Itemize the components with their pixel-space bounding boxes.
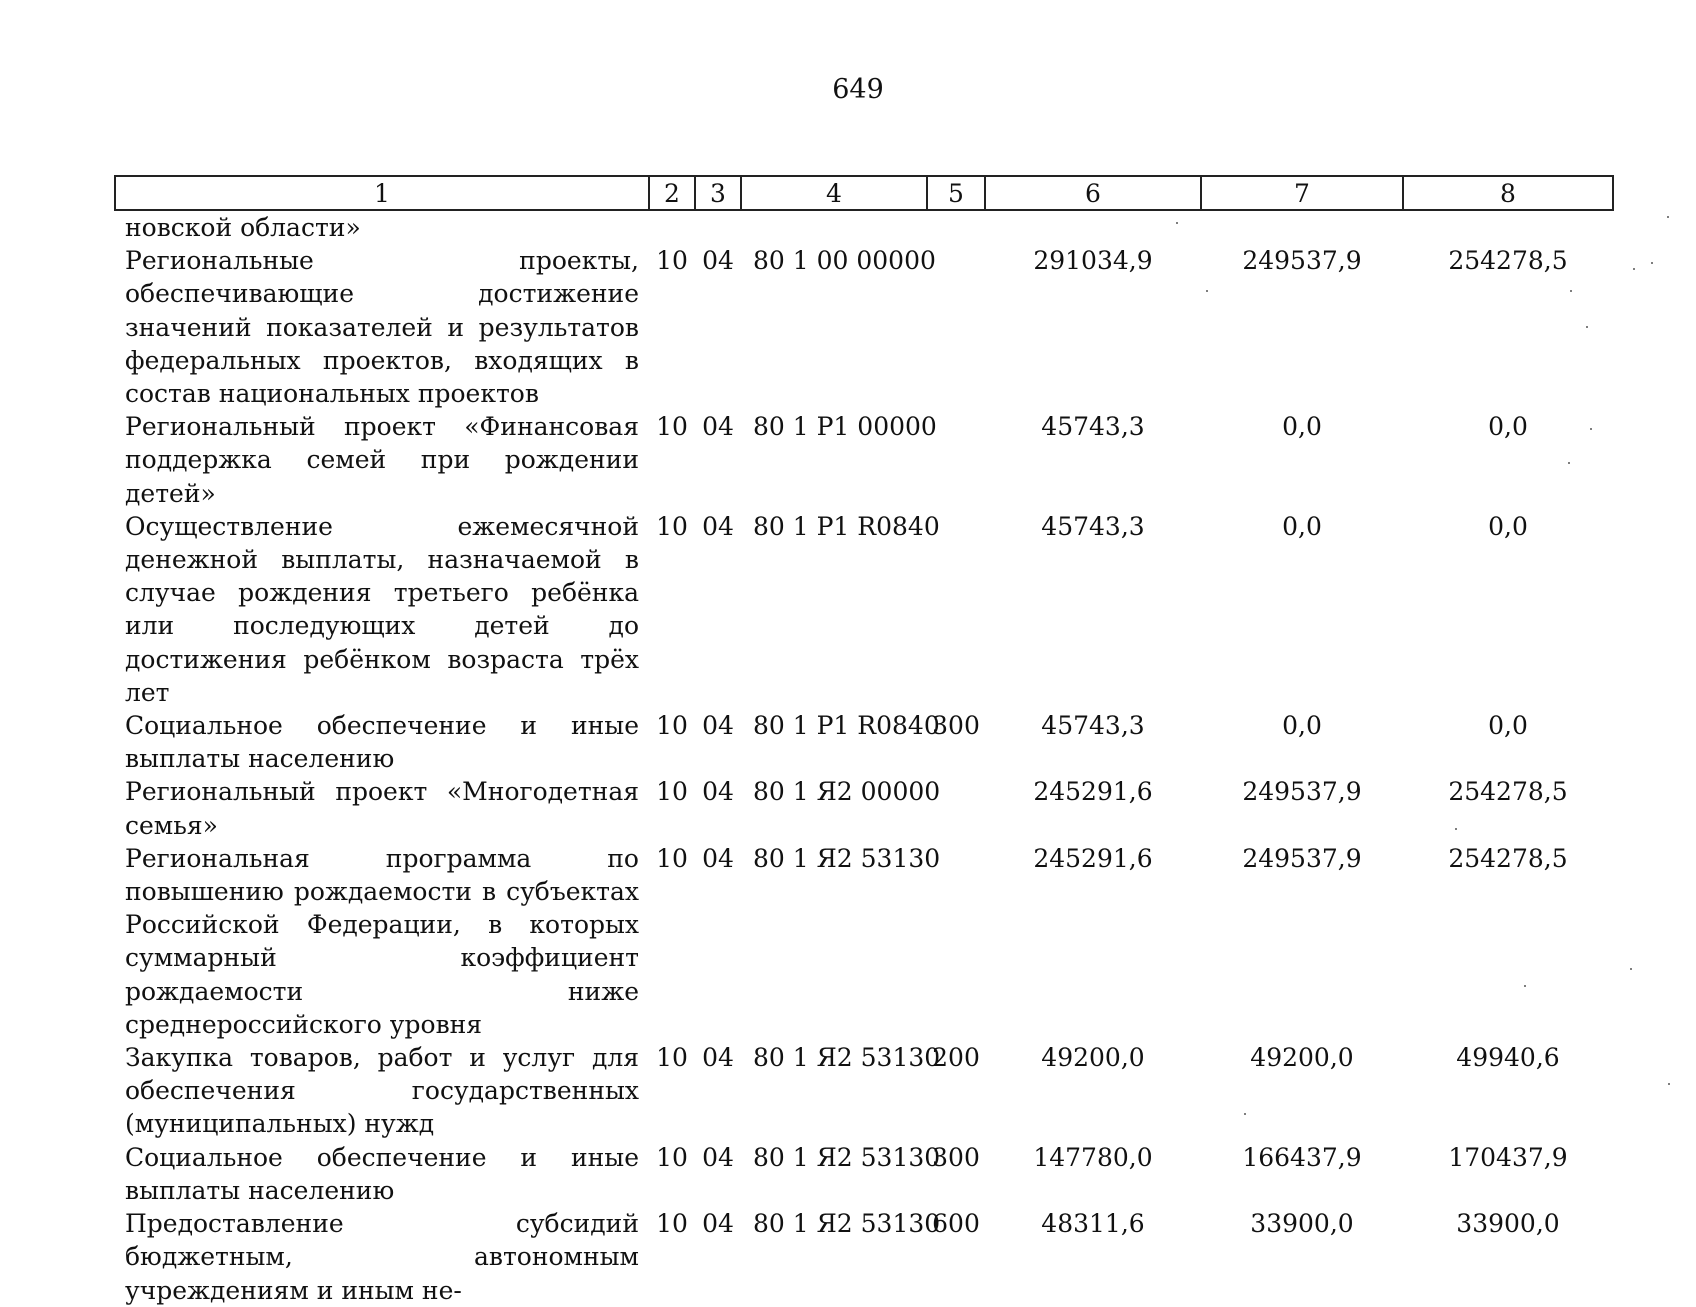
- header-col-3: 3: [695, 176, 741, 210]
- table-row: [115, 410, 1613, 510]
- row-expense-type: 200: [932, 1043, 980, 1073]
- row-target-article: 80 1 Р1 00000: [753, 412, 937, 442]
- row-target-article: 80 1 00 00000: [753, 246, 936, 276]
- row-name: Предоставление субсидий бюджетным, автономным учреждениям и иным не-: [125, 1209, 639, 1305]
- row-name: Социальное обеспечение и иные выплаты населению: [125, 711, 639, 774]
- row-subsection: 04: [702, 511, 734, 541]
- row-amount-6: 45743,3: [1041, 711, 1145, 741]
- scan-speck: [1570, 290, 1572, 292]
- row-expense-type: 300: [932, 1142, 980, 1172]
- row-target-article: 80 1 Я2 53130: [753, 1209, 941, 1239]
- page-number: 649: [832, 74, 884, 105]
- row-name: Региональная программа по повышению рождаемости в субъектах Российской Федерации, в которых суммарный коэффициент рождаемости ниже среднероссийского уровня: [125, 843, 639, 1039]
- row-amount-8: 254278,5: [1448, 246, 1568, 276]
- row-name: Закупка товаров, работ и услуг для обеспечения государственных (муниципальных) нужд: [125, 1043, 639, 1139]
- row-amount-7: 0,0: [1282, 412, 1322, 442]
- row-name: Региональный проект «Финансовая поддержка семей при рождении детей»: [125, 412, 639, 508]
- row-name: Региональный проект «Многодетная семья»: [125, 777, 639, 840]
- row-section: 10: [656, 711, 688, 741]
- row-amount-7: 249537,9: [1242, 246, 1362, 276]
- row-amount-8: 49940,6: [1456, 1043, 1560, 1073]
- row-expense-type: 300: [932, 711, 980, 741]
- header-col-5: 5: [927, 176, 985, 210]
- budget-table: [114, 175, 1614, 1307]
- row-amount-8: 33900,0: [1456, 1209, 1560, 1239]
- row-name: новской области»: [125, 213, 361, 242]
- table-row: [115, 1141, 1613, 1207]
- row-target-article: 80 1 Я2 53130: [753, 1142, 941, 1172]
- row-target-article: [741, 210, 927, 244]
- row-target-article: 80 1 Я2 00000: [753, 777, 941, 807]
- row-section: 10: [656, 412, 688, 442]
- table-row: [115, 775, 1613, 841]
- scan-speck: [1455, 828, 1457, 830]
- row-subsection: 04: [702, 843, 734, 873]
- scan-speck: [1524, 985, 1526, 987]
- header-col-4: 4: [741, 176, 927, 210]
- row-section: 10: [656, 1142, 688, 1172]
- header-row: [115, 176, 1613, 210]
- scan-speck: [1633, 268, 1635, 270]
- row-amount-8: 0,0: [1488, 511, 1528, 541]
- row-subsection: 04: [702, 711, 734, 741]
- row-section: 10: [656, 246, 688, 276]
- row-subsection: 04: [702, 1209, 734, 1239]
- scan-speck: [1176, 222, 1178, 224]
- scan-speck: [1244, 1113, 1246, 1115]
- row-amount-6: 45743,3: [1041, 412, 1145, 442]
- row-name: Региональные проекты, обеспечивающие достижение значений показателей и результатов федеральных проектов, входящих в состав национальных проектов: [125, 246, 639, 409]
- scan-speck: [1568, 462, 1570, 464]
- row-amount-8: 0,0: [1488, 412, 1528, 442]
- scan-speck: [1668, 1083, 1670, 1085]
- row-section: 10: [656, 1209, 688, 1239]
- row-amount-7: 249537,9: [1242, 777, 1362, 807]
- row-amount-7: [1201, 210, 1403, 244]
- scan-speck: [1590, 428, 1592, 430]
- row-amount-7: 0,0: [1282, 711, 1322, 741]
- row-target-article: 80 1 Р1 R0840: [753, 711, 940, 741]
- scan-speck: [1206, 290, 1208, 292]
- row-subsection: 04: [702, 412, 734, 442]
- table-row: [115, 210, 1613, 244]
- table-row: [115, 709, 1613, 775]
- row-amount-8: 0,0: [1488, 711, 1528, 741]
- row-section: 10: [656, 1043, 688, 1073]
- row-amount-6: 291034,9: [1033, 246, 1153, 276]
- scan-speck: [1667, 216, 1669, 218]
- row-subsection: 04: [702, 1043, 734, 1073]
- row-amount-7: 33900,0: [1250, 1209, 1354, 1239]
- row-amount-6: 45743,3: [1041, 511, 1145, 541]
- row-subsection: 04: [702, 1142, 734, 1172]
- row-amount-7: 0,0: [1282, 511, 1322, 541]
- row-amount-7: 166437,9: [1242, 1142, 1362, 1172]
- row-target-article: 80 1 Р1 R0840: [753, 511, 940, 541]
- row-subsection: 04: [702, 246, 734, 276]
- row-amount-7: 49200,0: [1250, 1043, 1354, 1073]
- row-amount-8: [1403, 210, 1613, 244]
- scan-speck: [1586, 326, 1588, 328]
- header-col-8: 8: [1403, 176, 1613, 210]
- row-expense-type: 600: [932, 1209, 980, 1239]
- row-section: 10: [656, 511, 688, 541]
- row-amount-8: 254278,5: [1448, 777, 1568, 807]
- table-row: [115, 1041, 1613, 1141]
- row-name: Социальное обеспечение и иные выплаты населению: [125, 1142, 639, 1205]
- row-section: [649, 210, 695, 244]
- table-row: [115, 1207, 1613, 1307]
- row-amount-6: 245291,6: [1033, 777, 1153, 807]
- row-subsection: [695, 210, 741, 244]
- row-section: 10: [656, 777, 688, 807]
- row-amount-6: [985, 210, 1201, 244]
- row-amount-6: 147780,0: [1033, 1142, 1153, 1172]
- header-col-2: 2: [649, 176, 695, 210]
- row-amount-6: 49200,0: [1041, 1043, 1145, 1073]
- row-name: Осуществление ежемесячной денежной выплаты, назначаемой в случае рождения третьего ребёнка или последующих детей до достижения ребёнком возраста трёх лет: [125, 511, 639, 707]
- scan-speck: [1630, 968, 1632, 970]
- table-row: [115, 842, 1613, 1041]
- row-target-article: 80 1 Я2 53130: [753, 1043, 941, 1073]
- header-col-7: 7: [1201, 176, 1403, 210]
- row-amount-6: 245291,6: [1033, 843, 1153, 873]
- row-amount-7: 249537,9: [1242, 843, 1362, 873]
- header-col-6: 6: [985, 176, 1201, 210]
- table-row: [115, 244, 1613, 410]
- row-amount-6: 48311,6: [1041, 1209, 1145, 1239]
- header-col-1: 1: [115, 176, 649, 210]
- row-expense-type: [927, 210, 985, 244]
- table-row: [115, 510, 1613, 709]
- row-amount-8: 254278,5: [1448, 843, 1568, 873]
- row-target-article: 80 1 Я2 53130: [753, 843, 941, 873]
- row-amount-8: 170437,9: [1448, 1142, 1568, 1172]
- row-subsection: 04: [702, 777, 734, 807]
- scan-speck: [1651, 262, 1653, 264]
- row-section: 10: [656, 843, 688, 873]
